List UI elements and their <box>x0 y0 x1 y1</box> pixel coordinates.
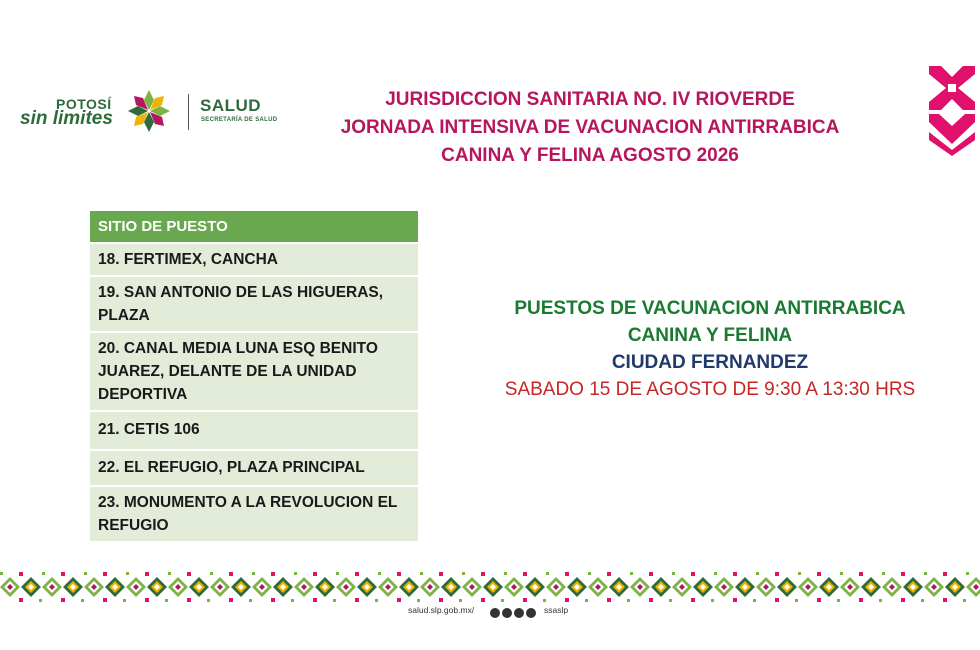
table-row: 19. SAN ANTONIO DE LAS HIGUERAS, PLAZA <box>90 277 418 331</box>
instagram-icon[interactable] <box>526 608 536 618</box>
logo-salud-text: SALUD <box>200 96 262 115</box>
info-schedule: SABADO 15 DE AGOSTO DE 9:30 A 13:30 HRS <box>504 379 916 400</box>
info-line-2: CANINA Y FELINA <box>627 325 793 346</box>
youtube-icon[interactable] <box>514 608 524 618</box>
info-line-1: PUESTOS DE VACUNACION ANTIRRABICA <box>514 298 906 319</box>
sites-table <box>90 211 418 541</box>
table-row: 22. EL REFUGIO, PLAZA PRINCIPAL <box>90 451 418 485</box>
vaccination-info <box>470 295 950 403</box>
table-row: 20. CANAL MEDIA LUNA ESQ BENITO JUAREZ, DELANTE DE LA UNIDAD DEPORTIVA <box>90 333 418 410</box>
footer-url[interactable]: salud.slp.gob.mx/ <box>408 605 475 615</box>
document-title <box>300 86 880 170</box>
footer-handle: ssaslp <box>544 605 569 615</box>
info-city: CIUDAD FERNANDEZ <box>611 352 809 373</box>
footer <box>0 604 980 618</box>
table-row: 21. CETIS 106 <box>90 412 418 449</box>
facebook-icon[interactable] <box>490 608 500 618</box>
logo-sin-limites-text: sin limites <box>20 108 113 129</box>
logo-divider <box>188 94 189 130</box>
pink-pattern-logo-icon <box>929 66 975 156</box>
social-icons <box>490 604 538 622</box>
x-icon[interactable] <box>502 608 512 618</box>
title-line-1: JURISDICCION SANITARIA NO. IV RIOVERDE <box>385 89 795 110</box>
potosi-salud-logo <box>18 88 280 140</box>
logo-secretaria-text: SECRETARÍA DE SALUD <box>201 117 278 123</box>
potosi-star-icon <box>126 88 172 134</box>
decorative-pattern-band <box>0 572 980 602</box>
table-row: 18. FERTIMEX, CANCHA <box>90 244 418 275</box>
logo-potosi-text: POTOSÍ <box>56 96 112 112</box>
title-line-3: CANINA Y FELINA AGOSTO 2026 <box>441 145 739 166</box>
title-line-2: JORNADA INTENSIVA DE VACUNACION ANTIRRABICA <box>340 117 840 138</box>
table-header: SITIO DE PUESTO <box>90 211 418 242</box>
table-row: 23. MONUMENTO A LA REVOLUCION EL REFUGIO <box>90 487 418 541</box>
